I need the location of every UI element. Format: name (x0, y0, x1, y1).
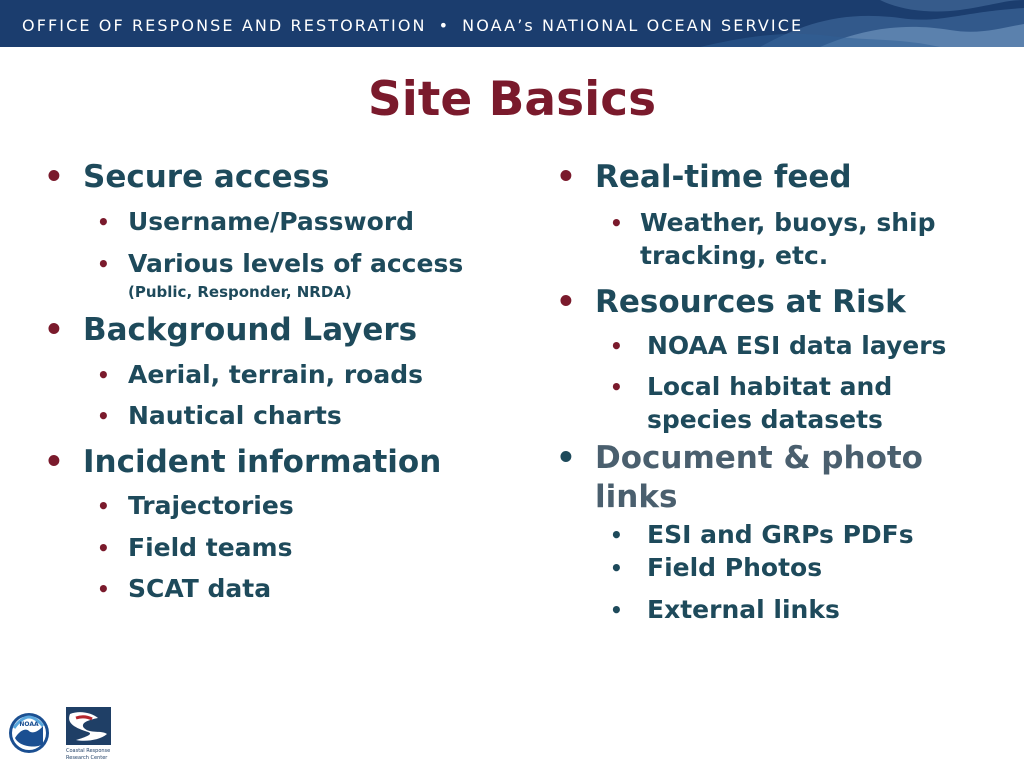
header-banner (0, 0, 1024, 47)
weather-item-line2: tracking, etc. (640, 241, 829, 270)
external-links-item: External links (647, 595, 840, 624)
banner-service: NOAA’s NATIONAL OCEAN SERVICE (462, 16, 804, 35)
logos-svg (8, 704, 128, 762)
svg-text:NOAA: NOAA (19, 721, 39, 728)
document-links-item-line1: Document & photo (595, 440, 923, 476)
crrc-logo-icon (66, 707, 111, 761)
bullet-icon: • (44, 159, 64, 195)
bullet-icon: • (97, 252, 110, 276)
bullet-icon: • (97, 210, 110, 234)
slide-title: Site Basics (367, 72, 657, 127)
local-habitat-item-line2: species datasets (647, 405, 883, 434)
document-links-item-line2: links (595, 479, 678, 515)
bullet-icon: • (556, 284, 576, 320)
aerial-terrain-roads-item: Aerial, terrain, roads (128, 360, 423, 389)
field-teams-item: Field teams (128, 533, 293, 562)
bullet-icon: • (97, 404, 110, 428)
noaa-esi-item: NOAA ESI data layers (647, 331, 947, 360)
nautical-charts-item: Nautical charts (128, 401, 342, 430)
banner-separator: • (438, 16, 451, 35)
realtime-feed-item: Real-time feed (595, 159, 852, 195)
bullet-icon: • (44, 444, 64, 480)
username-password-item: Username/Password (128, 207, 415, 236)
bullet-icon: • (556, 159, 576, 195)
bullet-icon: • (97, 363, 110, 387)
local-habitat-item-line1: Local habitat and (647, 372, 893, 401)
esi-grps-item: ESI and GRPs PDFs (647, 520, 914, 549)
bullet-icon: • (97, 536, 110, 560)
field-photos-item: Field Photos (647, 553, 823, 582)
svg-text:Coastal Response: Coastal Response (66, 748, 111, 754)
noaa-logo-icon (9, 713, 49, 753)
resources-at-risk-item: Resources at Risk (595, 284, 906, 320)
weather-item-line1: Weather, buoys, ship (640, 208, 936, 237)
banner-office: OFFICE OF RESPONSE AND RESTORATION (22, 16, 427, 35)
trajectories-item: Trajectories (128, 491, 294, 520)
bullet-icon: • (610, 523, 623, 547)
banner-text (22, 16, 803, 35)
various-levels-item: Various levels of access (128, 249, 464, 278)
background-layers-item: Background Layers (83, 312, 418, 348)
various-levels-note: (Public, Responder, NRDA) (128, 283, 352, 301)
bullet-icon: • (610, 334, 623, 358)
incident-information-item: Incident information (83, 444, 442, 480)
bullet-icon: • (610, 598, 623, 622)
bullet-icon: • (610, 211, 623, 235)
footer-logos (8, 704, 128, 766)
secure-access-item: Secure access (83, 159, 330, 195)
scat-data-item: SCAT data (128, 574, 272, 603)
bullet-icon: • (97, 494, 110, 518)
bullet-icon: • (610, 375, 623, 399)
bullet-icon: • (97, 577, 110, 601)
bullet-icon: • (610, 556, 623, 580)
bullet-icon: • (44, 312, 64, 348)
svg-text:Research Center: Research Center (66, 755, 108, 761)
bullet-icon: • (556, 440, 576, 476)
